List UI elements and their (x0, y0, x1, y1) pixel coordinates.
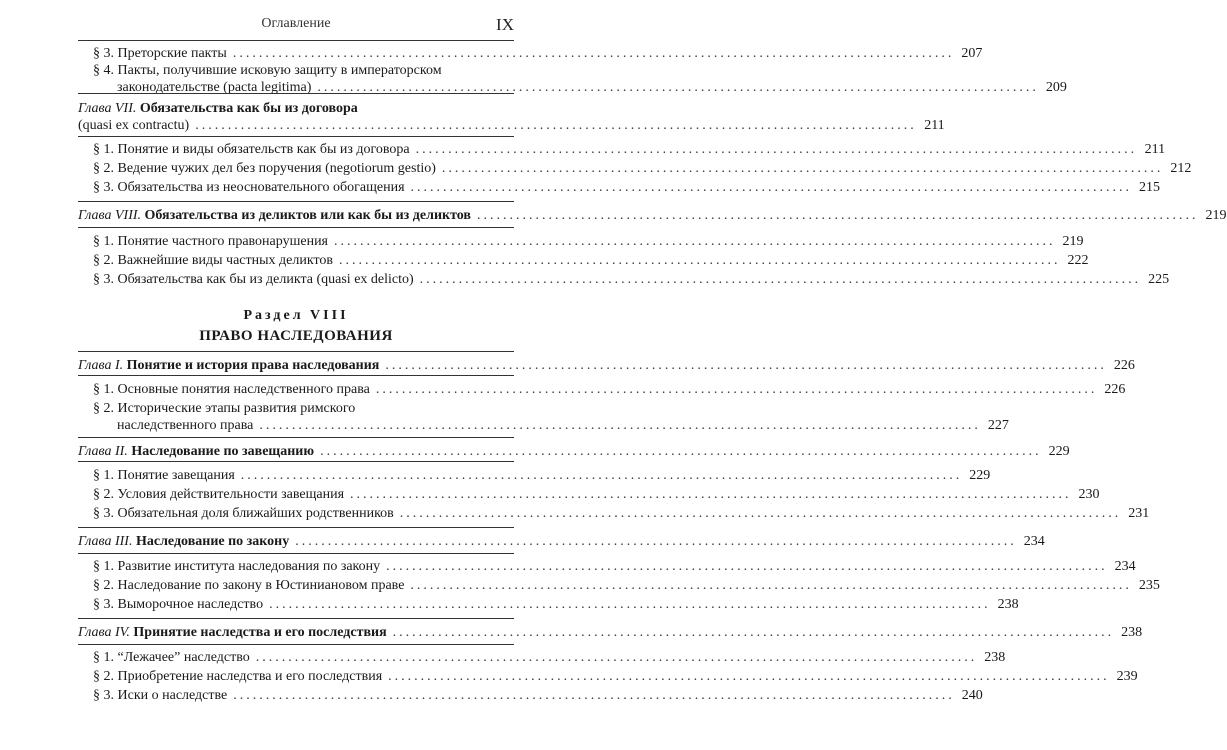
entry-title: Выморочное наследство (117, 597, 264, 612)
page-ref: 225 (1148, 272, 1170, 287)
chapter-title: Обязательства как бы из договора (139, 101, 358, 116)
chapter-number: Глава VIII. (78, 208, 142, 223)
page-header (78, 16, 514, 38)
divider (78, 201, 514, 202)
page-ref: 229 (1048, 444, 1070, 459)
page-ref: 238 (997, 597, 1019, 612)
page-ref: 226 (1113, 358, 1135, 373)
section-number: § 4. (93, 63, 114, 78)
entry-title: Обязательная доля ближайших родственников (117, 506, 394, 521)
chapter-title: Понятие и история права наследования (126, 358, 380, 373)
leader-dots: ............................................................................................................... (233, 688, 955, 703)
entry-title: Преторские пакты (117, 46, 227, 61)
chapter-number: Глава VII. (78, 101, 137, 116)
chapter-entry[interactable] (78, 624, 1143, 641)
leader-dots: ............................................................................................................... (375, 382, 1098, 397)
page-number: IX (496, 15, 514, 34)
divider (78, 461, 514, 462)
divider (78, 644, 514, 645)
entry-title: Исторические этапы развития римского (117, 401, 356, 416)
page-ref: 240 (961, 688, 983, 703)
entry-title: Приобретение наследства и его последствия (117, 669, 383, 684)
page-ref: 239 (1116, 669, 1138, 684)
leader-dots: ............................................................................................................... (477, 208, 1199, 223)
page-ref: 219 (1205, 208, 1227, 223)
chapter-title: Обязательства из деликтов или как бы из деликтов (144, 208, 471, 223)
toc-entry[interactable] (78, 467, 991, 484)
page-ref: 222 (1067, 253, 1089, 268)
divider (78, 136, 514, 137)
chapter-title: Принятие наследства и его последствия (133, 625, 387, 640)
page-ref: 234 (1023, 534, 1045, 549)
leader-dots: ............................................................................................................... (388, 669, 1110, 684)
entry-title-cont: наследственного права (117, 418, 254, 433)
part-number: Раздел VIII (243, 308, 349, 323)
page-ref: 207 (961, 46, 983, 61)
leader-dots: ............................................................................................................... (339, 253, 1061, 268)
entry-title: Развитие института наследования по закону (117, 559, 381, 574)
chapter-number: Глава I. (78, 358, 124, 373)
leader-dots: ............................................................................................................... (320, 444, 1042, 459)
leader-dots: ............................................................................................................... (240, 468, 963, 483)
page-ref: 209 (1045, 80, 1067, 95)
leader-dots: ............................................................................................................... (232, 46, 955, 61)
entry-title: Условия действительности завещания (117, 487, 345, 502)
chapter-number: Глава II. (78, 444, 128, 459)
section-number: § 2. (93, 161, 114, 176)
leader-dots: ............................................................................................................... (295, 534, 1017, 549)
page-ref: 238 (984, 650, 1006, 665)
section-number: § 3. (93, 506, 114, 521)
divider (78, 618, 514, 619)
entry-title: Наследование по закону в Юстиниановом праве (117, 578, 405, 593)
leader-dots: ............................................................................................................... (441, 161, 1164, 176)
divider (78, 527, 514, 528)
page-ref: 234 (1114, 559, 1136, 574)
page-ref: 229 (969, 468, 991, 483)
divider (78, 93, 514, 94)
page-ref: 219 (1062, 234, 1084, 249)
toc-entry[interactable] (78, 160, 1192, 177)
toc-entry[interactable] (78, 381, 1126, 398)
toc-entry[interactable] (78, 596, 1019, 613)
section-number: § 1. (93, 468, 114, 483)
entry-title: Обязательства из неосновательного обогащения (117, 180, 405, 195)
page-ref: 230 (1078, 487, 1100, 502)
chapter-entry[interactable] (78, 443, 1070, 460)
toc-entry[interactable] (78, 233, 1084, 250)
leader-dots: ............................................................................................................... (255, 650, 978, 665)
section-number: § 1. (93, 234, 114, 249)
running-title: Оглавление (261, 16, 331, 31)
leader-dots: ............................................................................................................... (317, 80, 1039, 95)
entry-title: Понятие частного правонарушения (117, 234, 328, 249)
toc-entry[interactable] (78, 271, 1170, 288)
leader-dots: ............................................................................................................... (392, 625, 1115, 640)
leader-dots: ............................................................................................................... (269, 597, 991, 612)
page-ref: 227 (987, 418, 1009, 433)
entry-title: Понятие завещания (117, 468, 235, 483)
section-number: § 3. (93, 180, 114, 195)
leader-dots: ............................................................................................................... (334, 234, 1056, 249)
toc-entry[interactable] (78, 62, 1067, 96)
divider (78, 553, 514, 554)
section-number: § 3. (93, 597, 114, 612)
toc-entry[interactable] (78, 558, 1136, 575)
leader-dots: ............................................................................................................... (259, 418, 981, 433)
toc-entry[interactable] (78, 687, 983, 704)
chapter-number: Глава III. (78, 534, 133, 549)
section-number: § 1. (93, 142, 114, 157)
toc-entry[interactable] (78, 486, 1100, 503)
entry-title: Обязательства как бы из деликта (quasi ex delicto) (117, 272, 414, 287)
page-ref: 231 (1128, 506, 1150, 521)
entry-title: Иски о наследстве (117, 688, 228, 703)
page-ref: 211 (924, 118, 945, 133)
chapter-number: Глава IV. (78, 625, 130, 640)
page-ref: 215 (1139, 180, 1161, 195)
entry-title: Пакты, получившие исковую защиту в императорском (117, 63, 442, 78)
toc-entry[interactable] (78, 45, 983, 62)
entry-title: Понятие и виды обязательств как бы из договора (117, 142, 410, 157)
divider (78, 437, 514, 438)
toc-entry[interactable] (78, 252, 1089, 269)
leader-dots: ............................................................................................................... (195, 118, 917, 133)
section-number: § 2. (93, 401, 114, 416)
leader-dots: ............................................................................................................... (399, 506, 1122, 521)
toc-entry[interactable] (78, 505, 1150, 522)
toc-entry[interactable] (78, 668, 1138, 685)
toc-entry[interactable] (78, 577, 1160, 594)
chapter-title: Наследование по завещанию (131, 444, 315, 459)
page-ref: 238 (1121, 625, 1143, 640)
leader-dots: ............................................................................................................... (419, 272, 1142, 287)
leader-dots: ............................................................................................................... (386, 559, 1108, 574)
entry-title: “Лежачее” наследство (117, 650, 250, 665)
section-number: § 3. (93, 272, 114, 287)
chapter-entry[interactable] (78, 207, 1227, 224)
section-number: § 3. (93, 688, 114, 703)
page-ref: 211 (1144, 142, 1166, 157)
toc-entry[interactable] (78, 649, 1006, 666)
toc-entry[interactable] (78, 141, 1166, 158)
chapter-entry[interactable] (78, 533, 1045, 550)
chapter-entry[interactable] (78, 100, 945, 134)
leader-dots: ............................................................................................................... (415, 142, 1138, 157)
entry-title: Важнейшие виды частных деликтов (117, 253, 334, 268)
page-ref: 226 (1104, 382, 1126, 397)
chapter-title-cont: (quasi ex contractu) (78, 118, 190, 133)
divider (78, 227, 514, 228)
section-number: § 1. (93, 382, 114, 397)
entry-title: Ведение чужих дел без поручения (negotiorum gestio) (117, 161, 436, 176)
toc-entry[interactable] (78, 400, 1009, 434)
leader-dots: ............................................................................................................... (410, 578, 1132, 593)
section-number: § 2. (93, 578, 114, 593)
chapter-title: Наследование по закону (135, 534, 290, 549)
section-number: § 2. (93, 487, 114, 502)
page-ref: 212 (1170, 161, 1192, 176)
entry-title: Основные понятия наследственного права (117, 382, 370, 397)
leader-dots: ............................................................................................................... (350, 487, 1072, 502)
section-number: § 2. (93, 669, 114, 684)
toc-entry[interactable] (78, 179, 1161, 196)
section-number: § 1. (93, 650, 114, 665)
leader-dots: ............................................................................................................... (385, 358, 1107, 373)
part-title: ПРАВО НАСЛЕДОВАНИЯ (199, 328, 393, 344)
entry-title-cont: законодательстве (pacta legitima) (117, 80, 312, 95)
section-number: § 3. (93, 46, 114, 61)
page-ref: 235 (1138, 578, 1160, 593)
divider (78, 375, 514, 376)
section-number: § 1. (93, 559, 114, 574)
divider (78, 351, 514, 352)
chapter-entry[interactable] (78, 357, 1135, 374)
header-rule (78, 40, 514, 41)
section-number: § 2. (93, 253, 114, 268)
leader-dots: ............................................................................................................... (410, 180, 1133, 195)
